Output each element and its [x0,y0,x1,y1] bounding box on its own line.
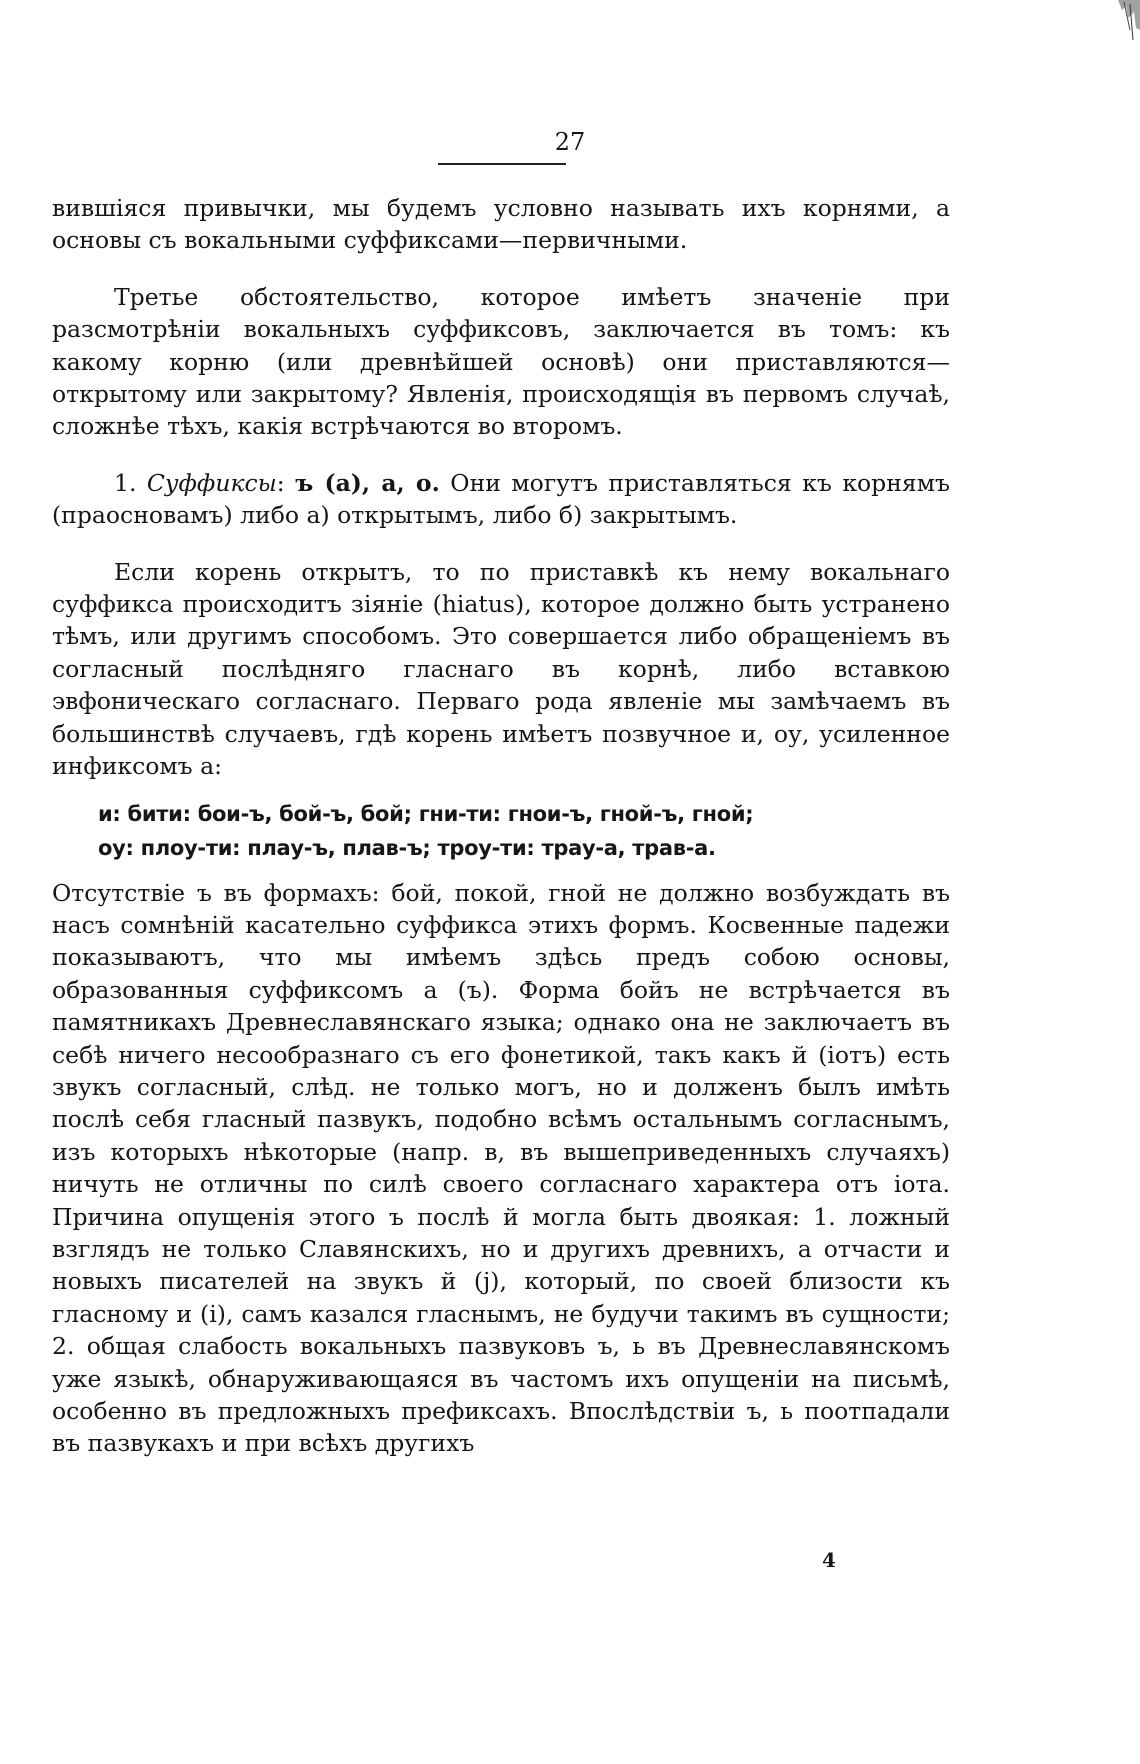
section-term: Суффиксы [146,468,277,497]
example-line: оу: плоу-ти: плау-ъ, плав-ъ; троу-ти: трау-а, трав-а. [98,835,716,860]
paragraph-2: Третье обстоятельство, которое имѣетъ значеніе при разсмотрѣніи вокальныхъ суффиксовъ, заключается въ томъ: къ какому корню (или древнѣйшей основѣ) они приставляются—открытому или закрытому? Явленія, происходящія въ первомъ случаѣ, сложнѣе тѣхъ, какія встрѣчаются во второмъ. [52,282,950,441]
page-corner-scan-artifact [1100,0,1140,46]
paragraph-4: Если корень открытъ, то по приставкѣ къ нему вокальнаго суффикса происходитъ зіяніе (hiatus), которое должно быть устранено тѣмъ, или другимъ способомъ. Это совершается либо обращеніемъ въ согласный послѣдняго гласнаго въ корнѣ, либо вставкою эвфоническаго согласнаго. Перваго рода явленіе мы замѣчаемъ въ большинствѣ случаевъ, гдѣ корень имѣетъ позвучное и, оу, усиленное инфиксомъ а: [52,557,950,781]
section-text: Они могутъ приставляться къ корнямъ (праосновамъ) либо а) открытымъ, либо б) закрытымъ. [52,468,950,530]
main-text [52,192,950,1460]
paragraph-5: Отсутствіе ъ въ формахъ: бой, покой, гной не должно возбуждать въ насъ сомнѣній касательно суффикса этихъ формъ. Косвенные падежи показываютъ, что мы имѣемъ здѣсь предъ собою основы, образованныя суффиксомъ а (ъ). Форма бойъ не встрѣчается въ памятникахъ Древнеславянскаго языка; однако она не заключаетъ въ себѣ ничего несообразнаго съ его фонетикой, такъ какъ й (іотъ) есть звукъ согласный, слѣд. не только могъ, но и долженъ былъ имѣть послѣ себя гласный пазвукъ, подобно всѣмъ остальнымъ согласнымъ, изъ которыхъ нѣкоторые (напр. в, въ вышеприведенныхъ случаяхъ) ничуть не отличны по силѣ своего согласнаго характера отъ іота. Причина опущенія этого ъ послѣ й могла быть двоякая: 1. ложный взглядъ не только Славянскихъ, но и другихъ древнихъ, а отчасти и новыхъ писателей на звукъ й (j), который, по своей близости къ гласному и (і), самъ казался гласнымъ, не будучи такимъ въ сущности; 2. общая слабость вокальныхъ пазвуковъ ъ, ь въ Древнеславянскомъ уже языкѣ, обнаруживающаяся въ частомъ ихъ опущеніи на письмѣ, особенно въ предложныхъ префиксахъ. Впослѣдствіи ъ, ь поотпадали въ пазвукахъ и при всѣхъ другихъ [52,878,950,1458]
section-number: 1. [114,468,137,497]
section-colon: : [276,468,285,497]
example-line: и: бити: бои-ъ, бой-ъ, бой; гни-ти: гнои-ъ, гной-ъ, гной; [98,801,754,826]
examples-block [52,797,950,865]
paragraph-3-suffixes [52,467,950,532]
page-number-rule [438,163,566,165]
paragraph-1: вившіяся привычки, мы будемъ условно называть ихъ корнями, а основы съ вокальными суффиксами—первичными. [52,194,950,255]
page-number: 27 [554,128,586,156]
signature-mark: 4 [822,1548,836,1572]
suffix-forms: ъ (а), а, о. [295,468,440,497]
